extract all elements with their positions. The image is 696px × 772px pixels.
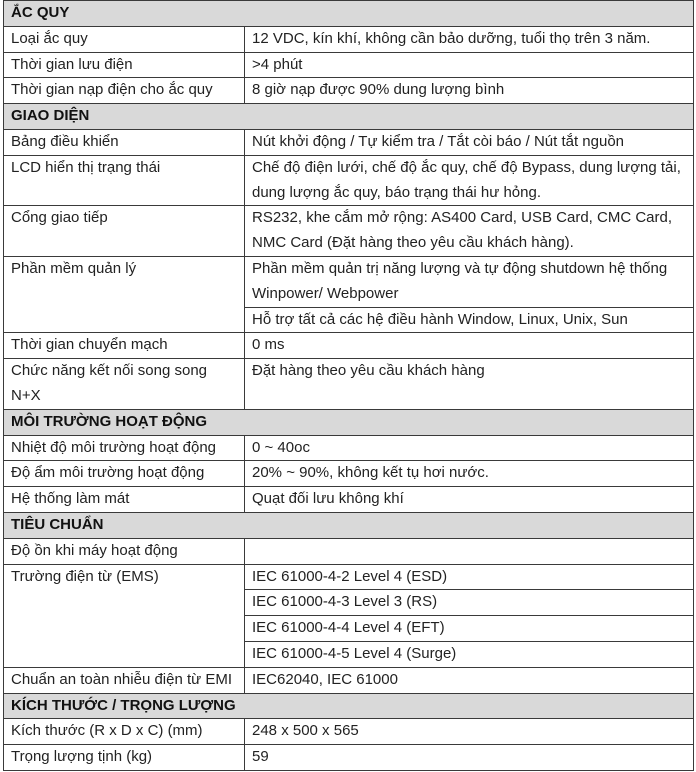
- table-row: [4, 26, 694, 52]
- spec-label: Phần mềm quản lý: [4, 256, 245, 332]
- section-title: TIÊU CHUẨN: [4, 512, 694, 538]
- spec-label: Trọng lượng tịnh (kg): [4, 745, 245, 771]
- spec-value: IEC 61000-4-3 Level 3 (RS): [245, 590, 694, 616]
- spec-label: Thời gian lưu điện: [4, 52, 245, 78]
- section-title: KÍCH THƯỚC / TRỌNG LƯỢNG: [4, 693, 694, 719]
- spec-label: LCD hiển thị trạng thái: [4, 155, 245, 206]
- table-row: [4, 435, 694, 461]
- spec-label: Kích thước (R x D x C) (mm): [4, 719, 245, 745]
- spec-value: 20% ~ 90%, không kết tụ hơi nước.: [245, 461, 694, 487]
- spec-value: IEC 61000-4-5 Level 4 (Surge): [245, 641, 694, 667]
- spec-table: [3, 0, 694, 771]
- section-header-row: [4, 693, 694, 719]
- spec-value: IEC62040, IEC 61000: [245, 667, 694, 693]
- spec-value: 59: [245, 745, 694, 771]
- spec-label: Độ ồn khi máy hoạt động: [4, 538, 245, 564]
- spec-label: Nhiệt độ môi trường hoạt động: [4, 435, 245, 461]
- table-row: [4, 333, 694, 359]
- spec-value: 12 VDC, kín khí, không cần bảo dưỡng, tuổi thọ trên 3 năm.: [245, 26, 694, 52]
- table-row: [4, 155, 694, 206]
- spec-value: 248 x 500 x 565: [245, 719, 694, 745]
- section-header-row: [4, 1, 694, 27]
- section-header-row: [4, 512, 694, 538]
- table-row: [4, 206, 694, 257]
- spec-value: Đặt hàng theo yêu cầu khách hàng: [245, 359, 694, 410]
- table-row: [4, 129, 694, 155]
- spec-value: IEC 61000-4-4 Level 4 (EFT): [245, 616, 694, 642]
- spec-value: RS232, khe cắm mở rộng: AS400 Card, USB Card, CMC Card, NMC Card (Đặt hàng theo yêu cầu khách hàng).: [245, 206, 694, 257]
- table-row: [4, 461, 694, 487]
- spec-label: Hệ thống làm mát: [4, 487, 245, 513]
- spec-label: Độ ẩm môi trường hoạt động: [4, 461, 245, 487]
- spec-label: Bảng điều khiển: [4, 129, 245, 155]
- spec-value: 0 ms: [245, 333, 694, 359]
- spec-label: Loại ắc quy: [4, 26, 245, 52]
- spec-label: Chức năng kết nối song song N+X: [4, 359, 245, 410]
- spec-value: 0 ~ 40oc: [245, 435, 694, 461]
- spec-value: Nút khởi động / Tự kiểm tra / Tắt còi báo / Nút tắt nguồn: [245, 129, 694, 155]
- table-row: [4, 667, 694, 693]
- spec-value: Chế độ điện lưới, chế độ ắc quy, chế độ Bypass, dung lượng tải, dung lượng ắc quy, báo trạng thái hư hỏng.: [245, 155, 694, 206]
- spec-label: Thời gian chuyển mạch: [4, 333, 245, 359]
- spec-value: [245, 538, 694, 564]
- spec-label: Chuẩn an toàn nhiễu điện từ EMI: [4, 667, 245, 693]
- table-row: [4, 359, 694, 410]
- table-row: [4, 564, 694, 590]
- table-row: [4, 487, 694, 513]
- spec-value: 8 giờ nạp được 90% dung lượng bình: [245, 78, 694, 104]
- spec-value: >4 phút: [245, 52, 694, 78]
- spec-table-body: [4, 1, 694, 771]
- table-row: [4, 78, 694, 104]
- spec-label: Trường điện từ (EMS): [4, 564, 245, 667]
- section-title: GIAO DIỆN: [4, 104, 694, 130]
- section-header-row: [4, 409, 694, 435]
- table-row: [4, 538, 694, 564]
- spec-value: Hỗ trợ tất cả các hệ điều hành Window, Linux, Unix, Sun: [245, 307, 694, 333]
- spec-label: Cổng giao tiếp: [4, 206, 245, 257]
- spec-value: Phần mềm quản trị năng lượng và tự động shutdown hệ thống Winpower/ Webpower: [245, 256, 694, 307]
- table-row: [4, 719, 694, 745]
- table-row: [4, 52, 694, 78]
- table-row: [4, 256, 694, 307]
- section-title: MÔI TRƯỜNG HOẠT ĐỘNG: [4, 409, 694, 435]
- spec-value: IEC 61000-4-2 Level 4 (ESD): [245, 564, 694, 590]
- spec-value: Quạt đối lưu không khí: [245, 487, 694, 513]
- spec-label: Thời gian nạp điện cho ắc quy: [4, 78, 245, 104]
- table-row: [4, 745, 694, 771]
- section-title: ẮC QUY: [4, 1, 694, 27]
- section-header-row: [4, 104, 694, 130]
